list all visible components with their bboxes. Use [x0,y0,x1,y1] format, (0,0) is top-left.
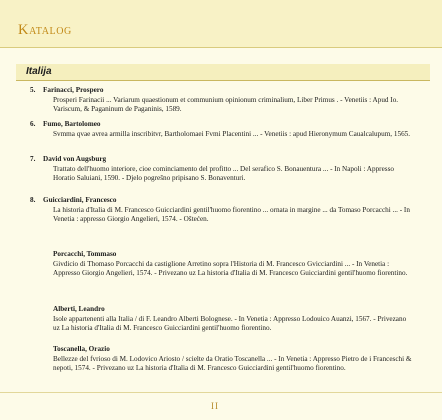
entry-author: Farinacci, Prospero [43,86,104,94]
entry-description: Svmma qvae avrea armilla inscribitvr, Bartholomaei Fvmi Placentini ... - Venetiis : apud Hieronymum Caualcalupum, 1565. [53,129,411,138]
catalog-subentry [53,250,413,279]
entry-number: 5. [30,86,36,94]
subentry-description: Isole appartenenti alla Italia / di F. Leandro Alberti Bolognese. - In Venetia : Appresso Lodouico Auanzi, 1567. - Privezano uz La historia d'Italia di M. Francesco Guicciardini gentil'huomo fiorentino. [53,314,407,333]
catalog-subentry [53,345,413,374]
section-band [16,64,430,80]
catalog-subentry [53,305,413,334]
page-number: II [211,401,219,411]
entry-author: Fumo, Bartolomeo [43,120,101,128]
entry-author: Guicciardini, Francesco [43,196,117,204]
subentry-author: Alberti, Leandro [53,305,105,313]
catalog-entry [43,86,413,115]
catalog-entry [43,155,413,184]
catalog-entry [43,120,413,139]
entry-description: Trattato dell'huomo interiore, cioe cominciamento del profitto ... Del serafico S. Bonauentura ... - In Napoli : Appresso Horatio Saluiani, 1590. - Djelo pogrešno pripisano S. Bonaventuri. [53,164,394,183]
entry-number: 7. [30,155,36,163]
section-label: Italija [26,66,52,77]
catalog-entry [43,196,413,225]
entry-description: La historia d'Italia di M. Francesco Guicciardini gentil'huomo fiorentino ... ornata in margine ... da Tomaso Porcacchi ... - In Venetia : appresso Giorgio Angelieri, 1574. - Oštećen. [53,205,410,224]
subentry-description: Givdicio di Thomaso Porcacchi da castiglione Arretino sopra l'Historia di M. Francesco Gvicciardini ... - In Venetia : Appresso Giorgio Angelieri, 1574. - Privezano uz La historia d'Italia di M. Francesco Guicciardini gentil'huomo fiorentino. [53,259,408,278]
subentry-description: Bellezze del fvrioso di M. Lodovico Ariosto / scielte da Oratio Toscanella ... - In Venetia : Appresso Pietro de i Franceschi & nepoti, 1574. - Privezano uz La historia d'Italia di M. Francesco Guicciardini gentil'huomo fiorentino. [53,354,412,373]
entry-description: Prosperi Farinacii ... Variarum quaestionum et communium opinionum criminalium, Liber Primus . - Venetiis : Apud Io. Variscum, & Paganinum de Paganinis, 1589. [53,95,399,114]
header-divider [0,47,442,48]
section-divider [16,80,430,81]
entry-number: 8. [30,196,36,204]
entry-number: 6. [30,120,36,128]
subentry-author: Toscanella, Orazio [53,345,110,353]
entry-author: David von Augsburg [43,155,107,163]
footer-divider [0,392,442,393]
subentry-author: Porcacchi, Tommaso [53,250,117,258]
page-title: Katalog [18,22,72,38]
